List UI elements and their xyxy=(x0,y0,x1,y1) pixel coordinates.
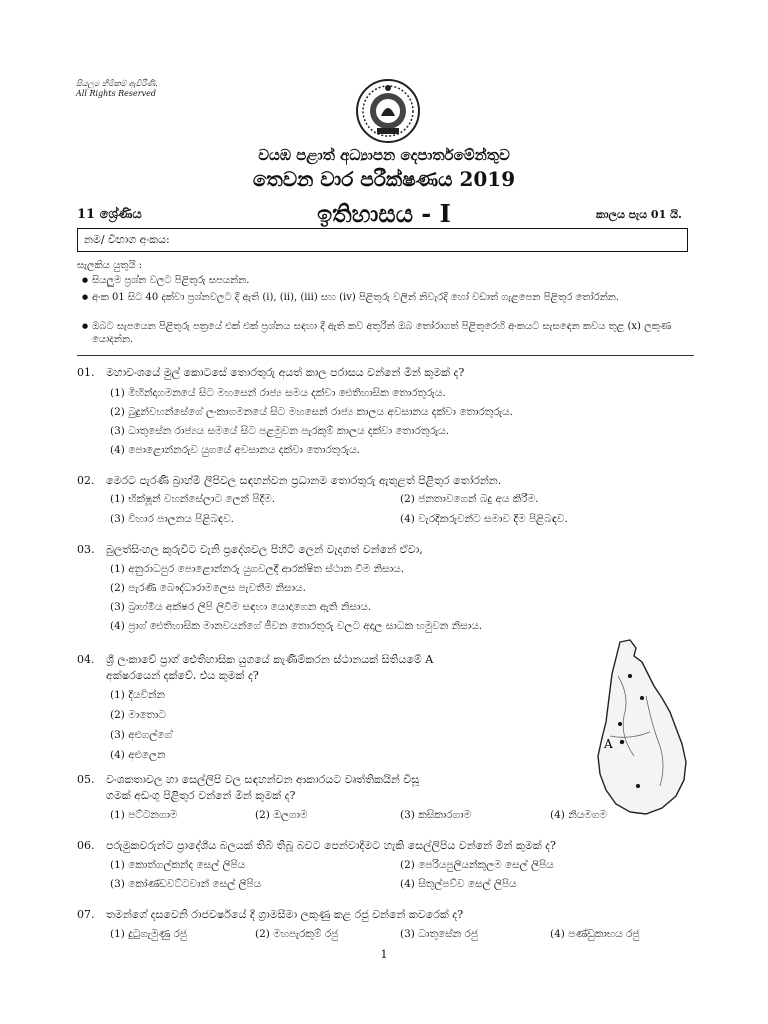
question-number: 06. xyxy=(77,839,95,852)
option: (3) විහාර පාලනය පිළිබඳව. xyxy=(110,513,235,525)
question-text: බුලත්සිංහල කුරුවිට වැනි ප්‍රදේශවල පිහිටි ලෙන් වැදගත් වන්නේ ඒවා, xyxy=(106,543,423,556)
option: (4) නියමගම xyxy=(550,809,607,821)
option: (1) දියවින්න xyxy=(110,689,166,701)
divider xyxy=(77,355,694,356)
rights-notice xyxy=(76,79,158,99)
page-number: 1 xyxy=(380,948,388,961)
question-number: 02. xyxy=(77,474,95,487)
option: (1) පට්ටනගාම xyxy=(110,809,178,821)
option: (4) සිතුල්පව්ව සෙල් ලිපිය xyxy=(400,878,517,890)
option: (3) ධාතුසේන රාජ්‍යය සමයේ සිට පළමුවන පැරකුම් කාලය දක්වා තොරතුරුය. xyxy=(110,425,450,437)
option: (1) අනුරාධපුර පොළොන්නරු යුගවලදී ආරක්ෂිත ස්ථාන වීම නිසාය. xyxy=(110,563,405,575)
option: (4) වැරදිකරුවන්ට සමාව දීම පිළිබඳව. xyxy=(400,513,568,525)
question-text: පරුමුකවරුන්ට ප්‍රාදේශීය බලයක් තිබී තිබූ බවට පෙන්වාදීමට හැකි සෙල්ලිපිය වන්නේ මින් කුමක් ද? xyxy=(106,839,556,852)
option: (3) අළුගල්ගේ xyxy=(110,729,172,741)
time-label: කාලය පැය 01 යි. xyxy=(596,208,682,221)
instruction-item: ● අංක 01 සිට 40 දක්වා ප්‍රශ්නවලට දී ඇති (i), (ii), (iii) සහ (iv) පිළිතුරු වලින් නිවැරදි හෝ වඩාත් ගැළපෙන පිළිතුර තෝරන්න. xyxy=(92,291,692,304)
department-name: වයඹ පළාත් අධ්‍යාපන දෙපාර්තමේන්තුව xyxy=(258,146,510,164)
exam-title: තෙවන වාර පරීක්ෂණය 2019 xyxy=(252,167,516,191)
grade-label: 11 ශ්‍රේණිය xyxy=(77,207,142,222)
question-number: 07. xyxy=(77,908,95,921)
option: (2) මාතොට xyxy=(110,709,166,721)
option: (2) පැරණි බෞද්ධාරාමලෙස පැවතීම නිසාය. xyxy=(110,582,306,594)
option: (2) ඔලගාම xyxy=(255,809,308,821)
option: (3) ධාතුසේන රජු xyxy=(400,928,478,940)
question-text: ශ්‍රී ලංකාවේ ප්‍රාග් ඓතිහාසික යුගයේ කැණීම්කරන ස්ථානයක් සිතියමේ A xyxy=(106,653,434,666)
instruction-item: ● සියලුම ප්‍රශ්න වලට පිළිතුරු සපයන්න. xyxy=(92,274,692,287)
option: (3) කසිකාරගාම xyxy=(400,809,472,821)
option: (1) දුටුගැමුණු රජු xyxy=(110,928,187,940)
option: (1) භික්ෂූන් වහන්සේලාට ලෙන් පිදීම. xyxy=(110,493,276,505)
subject-title: ඉතිහාසය - I xyxy=(317,199,451,228)
name-index-label: නම/ විභාග අංකය: xyxy=(84,233,170,246)
option: (4) පොළොන්නරුව යුගයේ අවසානය දක්වා තොරතුරුය. xyxy=(110,444,360,456)
option: (2) ජනතාවගෙන් බදු අය කිරීම. xyxy=(400,493,539,505)
option: (4) ප්‍රාග් ඓතිහාසික මානවයන්ගේ ජීවන තොරතුරු වලට අදාල සාධක හමුවන නිසාය. xyxy=(110,620,483,632)
sri-lanka-map xyxy=(590,636,698,826)
option: (2) බුදුන්වහන්සේගේ ලංකාගමනයේ සිට මහසෙන් රාජ්‍ය කාලය අවසානය දක්වා තොරතුරුය. xyxy=(110,406,514,418)
rights-notice-english: All Rights Reserved xyxy=(76,89,156,98)
question-number: 05. xyxy=(77,773,95,786)
question-number: 01. xyxy=(77,366,95,379)
option: (4) අළුලෙන xyxy=(110,749,166,761)
question-text-continued: අක්ෂරයෙන් දක්වේ. එය කුමක් ද? xyxy=(106,669,259,682)
question-text: මහාවංශයේ මුල් කොටසේ තොරතුරු අයත් කාල පරාසය වන්නේ මින් කුමක් ද? xyxy=(106,366,465,379)
option: (1) මිහින්දාගමනයේ සිට මහසෙන් රාජ්‍ය සමය දක්වා ඓතිහාසික තොරතුරුය. xyxy=(110,387,446,399)
option: (3) කෝණ්ඩවට්ටවාන් සෙල් ලිපිය xyxy=(110,878,262,890)
option: (2) පෙරියපුලියන්කුලම සෙල් ලිපිය xyxy=(400,859,554,871)
question-number: 04. xyxy=(77,653,95,666)
option: (1) කොත්ගල්කන්ද සෙල් ලිපිය xyxy=(110,859,246,871)
government-emblem-icon xyxy=(355,78,421,144)
map-label-a: A xyxy=(604,737,613,751)
question-text-continued: ගමක් අඩංගු පිළිතුර වන්නේ මින් කුමක් ද? xyxy=(106,789,296,802)
option: (3) බ්‍රාහ්මීය අක්ෂර ලිපි ලිවීම සඳහා යොදාගෙන ඇති නිසාය. xyxy=(110,601,372,613)
question-text: මෙරට පැරණි බ්‍රාහ්මී ලිපිවල සඳහන්වන ප්‍රධානම තොරතුරු ඇතුළත් පිළිතුර තෝරන්න. xyxy=(106,474,502,487)
question-text: වංශකතාවල හා සෙල්ලිපි වල සඳහන්වන ආකාරයට වෘත්තිකයින් විසූ xyxy=(106,773,420,786)
option: (2) මහපැරකුම් රජු xyxy=(255,928,339,940)
rights-notice-sinhala: සියලුම හිමිකම් ඇවිරිණි. xyxy=(76,79,158,88)
option: (4) පණ්ඩුකාභය රජු xyxy=(550,928,640,940)
instruction-item: ● ඔබට සැපයෙන පිළිතුරු පත්‍රයේ එක් එක් ප්‍රශ්නය සඳහා දී ඇති කව අතුරින් ඔබ තෝරාගත් පිළිතුරෙහි අංකයට සැසඳෙන කවය තුළ (x) ලකුණ යොදන්න. xyxy=(92,320,692,346)
instructions-title: සැලකිය යුතුයි : xyxy=(77,260,143,271)
question-number: 03. xyxy=(77,543,95,556)
question-text: තමන්ගේ දසවෙනි රාජවර්ෂයේ දී ග්‍රාමසීමා ලකුණු කළ රජු වන්නේ කවරෙක් ද? xyxy=(106,908,464,921)
